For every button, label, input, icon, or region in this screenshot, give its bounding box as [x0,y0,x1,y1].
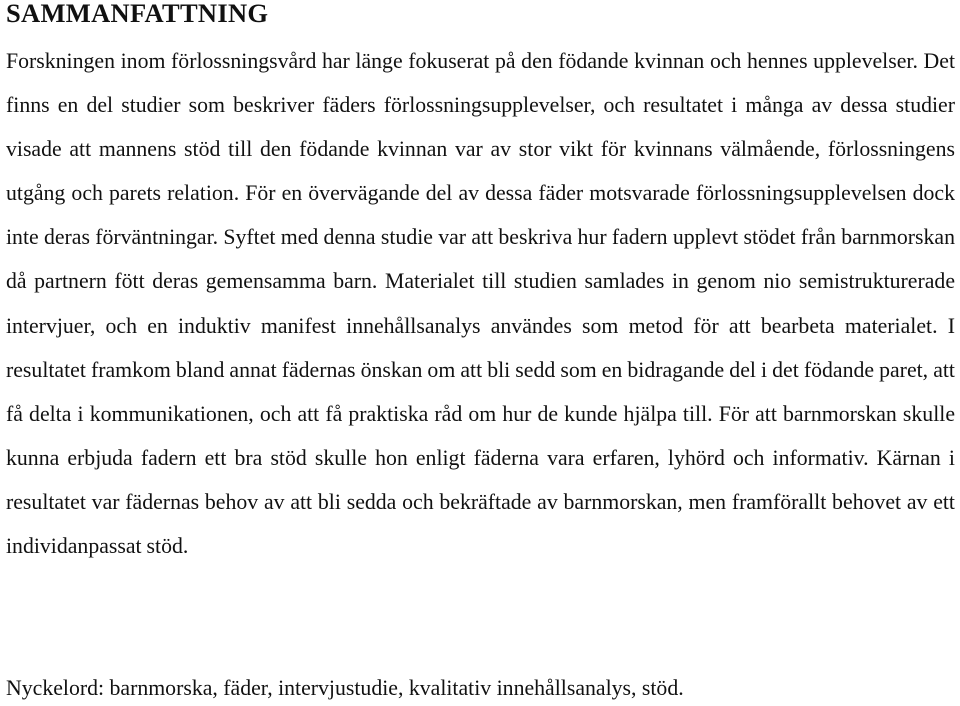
keywords-line: Nyckelord: barnmorska, fäder, intervjustudie, kvalitativ innehållsanalys, stöd. [6,676,684,700]
abstract-paragraph: Forskningen inom förlossningsvård har länge fokuserat på den födande kvinnan och hennes upplevelser. Det finns en del studier som beskriver fäders förlossningsupplevelser, och resultatet i många av dessa studier visade att mannens stöd till den födande kvinnan var av stor vikt för kvinnans välmående, förlossningens utgång och parets relation. För en övervägande del av dessa fäder motsvarade förlossningsupplevelsen dock inte deras förväntningar. Syftet med denna studie var att beskriva hur fadern upplevt stödet från barnmorskan då partnern fött deras gemensamma barn. Materialet till studien samlades in genom nio semistrukturerade intervjuer, och en induktiv manifest innehållsanalys användes som metod för att bearbeta materialet. I resultatet framkom bland annat fädernas önskan om att bli sedd som en bidragande del i det födande paret, att få delta i kommunikationen, och att få praktiska råd om hur de kunde hjälpa till. För att barnmorskan skulle kunna erbjuda fadern ett bra stöd skulle hon enligt fäderna vara erfaren, lyhörd och informativ. Kärnan i resultatet var fädernas behov av att bli sedda och bekräftade av barnmorskan, men framförallt behovet av ett individanpassat stöd. [6,49,955,559]
section-heading: SAMMANFATTNING [6,0,269,28]
